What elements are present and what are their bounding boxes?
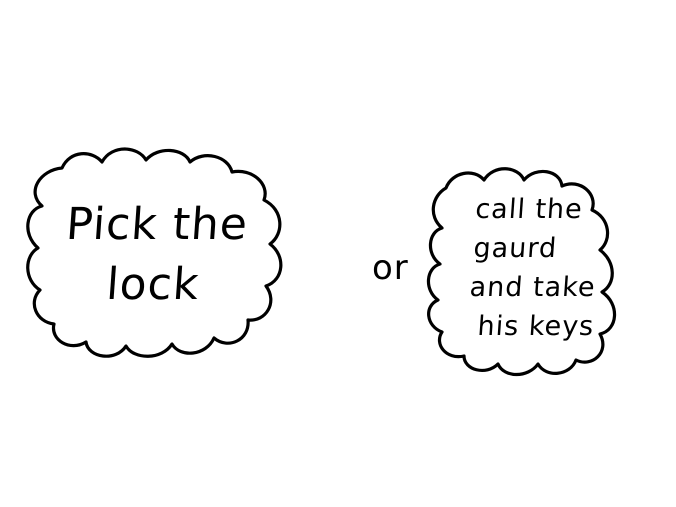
right-bubble-line-1: call the [474, 194, 584, 225]
or-connector-text: or [372, 248, 409, 288]
left-bubble-line-2: lock [104, 259, 202, 310]
right-bubble-line-2: gaurd [472, 233, 559, 264]
right-bubble-text [435, 190, 646, 346]
right-bubble-line-4: his keys [476, 311, 596, 342]
left-bubble-line-1: Pick the [64, 199, 250, 250]
right-bubble-line-3: and take [468, 272, 597, 303]
